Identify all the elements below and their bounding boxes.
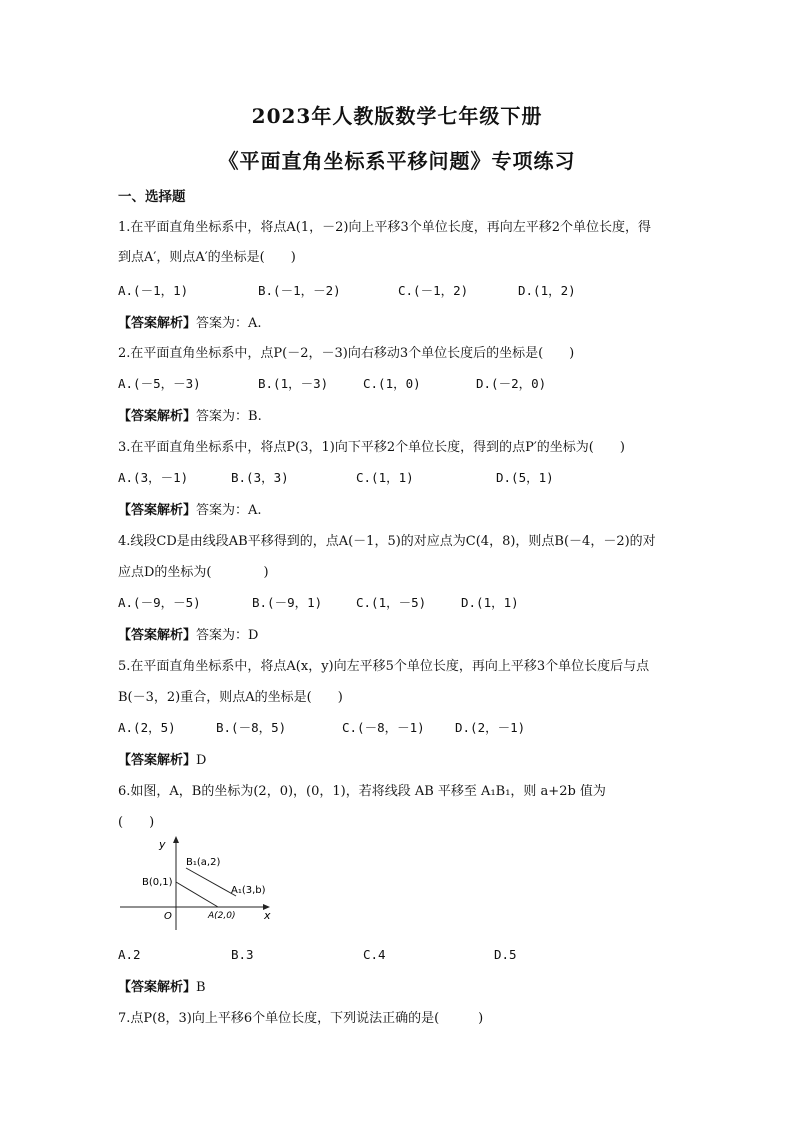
answer-tag: 【答案解析】 [118, 503, 197, 518]
question-5-option-c: C.(－8，－1) [342, 720, 425, 735]
answer-text: 答案为：A. [196, 316, 262, 331]
segment-a1b1 [186, 868, 236, 896]
question-6-option-a: A.2 [118, 947, 141, 962]
question-6-option-c: C.4 [363, 947, 386, 962]
coordinate-figure [118, 834, 278, 934]
question-7-line-1: 7.点P(8，3)向上平移6个单位长度，下列说法正确的是( ) [118, 1011, 484, 1026]
question-2-option-a: A.(－5，－3) [118, 376, 201, 391]
question-2-option-d: D.(－2，0) [476, 376, 547, 391]
question-3-option-b: B.(3，3) [231, 470, 289, 485]
answer-text: 答案为：A. [196, 503, 262, 518]
answer-text: D [196, 753, 207, 768]
point-b1-label: B₁(a,2) [186, 857, 221, 868]
answer-text: 答案为：B. [196, 409, 262, 424]
question-4-option-b: B.(－9，1) [252, 595, 323, 610]
question-5-option-a: A.(2，5) [118, 720, 176, 735]
question-1-line-1: 1.在平面直角坐标系中，将点A(1，－2)向上平移3个单位长度，再向左平移2个单位长度，得 [118, 220, 652, 235]
question-5-option-b: B.(－8，5) [216, 720, 287, 735]
question-2-option-c: C.(1，0) [363, 376, 421, 391]
question-1-option-d: D.(1，2) [518, 283, 576, 298]
answer-tag: 【答案解析】 [118, 409, 197, 424]
x-axis-label: x [264, 909, 271, 922]
question-4-line-2: 应点D的坐标为( ) [118, 565, 269, 580]
origin-label: O [164, 911, 172, 922]
segment-ab [176, 882, 218, 907]
point-b-label: B(0,1) [142, 877, 173, 888]
question-4-option-c: C.(1，－5) [356, 595, 427, 610]
question-1-option-c: C.(－1，2) [398, 283, 469, 298]
question-5-answer [118, 749, 206, 768]
question-1-answer [118, 312, 262, 331]
question-6-line-1: 6.如图，A，B的坐标为(2，0)，(0，1)，若将线段 AB 平移至 A₁B₁，则 a+2b 值为 [118, 784, 606, 799]
question-3-answer [118, 499, 262, 518]
question-1-option-b: B.(－1，－2) [258, 283, 341, 298]
section-heading: 一、选择题 [118, 189, 186, 205]
point-a1-label: A₁(3,b) [231, 885, 266, 896]
question-3-line-1: 3.在平面直角坐标系中，将点P(3，1)向下平移2个单位长度，得到的点P′的坐标为( ) [118, 440, 625, 455]
question-4-line-1: 4.线段CD是由线段AB平移得到的，点A(－1，5)的对应点为C(4，8)，则点B(－4，－2)的对 [118, 534, 656, 549]
question-5-line-2: B(－3，2)重合，则点A的坐标是( ) [118, 690, 343, 705]
page-title: 2023年人教版数学七年级下册 [251, 104, 543, 128]
question-3-option-d: D.(5，1) [496, 470, 554, 485]
question-5-line-1: 5.在平面直角坐标系中，将点A(x，y)向左平移5个单位长度，再向上平移3个单位长度后与点 [118, 659, 650, 674]
question-1-option-a: A.(－1，1) [118, 283, 189, 298]
answer-text: 答案为：D [196, 628, 259, 643]
point-a-label: A(2,0) [208, 911, 236, 921]
answer-tag: 【答案解析】 [118, 753, 197, 768]
question-3-option-c: C.(1，1) [356, 470, 414, 485]
question-5-option-d: D.(2，－1) [455, 720, 526, 735]
answer-tag: 【答案解析】 [118, 980, 197, 995]
question-4-option-d: D.(1，1) [461, 595, 519, 610]
y-axis-label: y [159, 838, 166, 851]
question-4-answer [118, 624, 258, 643]
answer-text: B [196, 980, 206, 995]
page-subtitle: 《平面直角坐标系平移问题》专项练习 [218, 149, 576, 173]
question-6-line-2: ( ) [118, 815, 155, 830]
question-1-line-2: 到点A′，则点A′的坐标是( ) [118, 250, 296, 265]
question-6-option-b: B.3 [231, 947, 254, 962]
question-4-option-a: A.(－9，－5) [118, 595, 201, 610]
question-6-answer [118, 976, 206, 995]
question-2-option-b: B.(1，－3) [258, 376, 329, 391]
y-axis-arrow [173, 836, 179, 843]
answer-tag: 【答案解析】 [118, 628, 197, 643]
question-6-option-d: D.5 [494, 947, 517, 962]
question-3-option-a: A.(3，－1) [118, 470, 189, 485]
question-2-line-1: 2.在平面直角坐标系中，点P(－2，－3)向右移动3个单位长度后的坐标是( ) [118, 346, 575, 361]
question-2-answer [118, 405, 262, 424]
answer-tag: 【答案解析】 [118, 316, 197, 331]
